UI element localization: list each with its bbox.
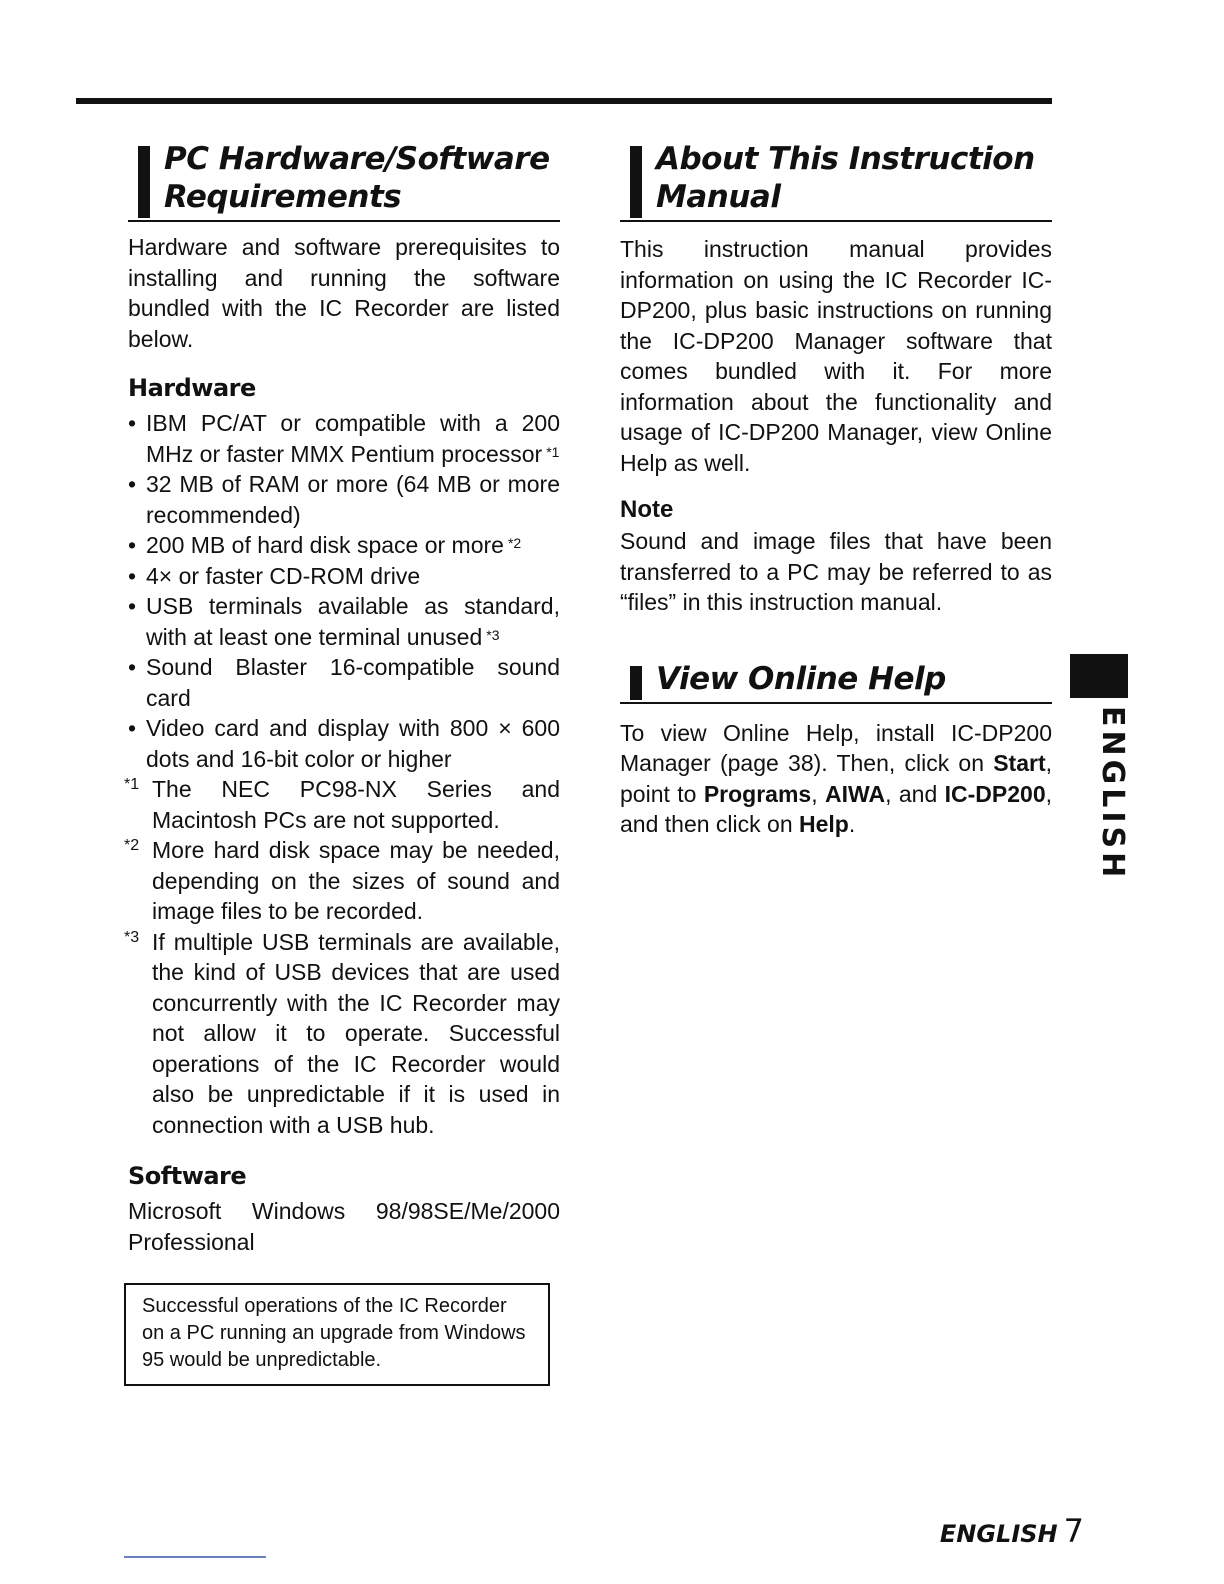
- side-tab-block: [1070, 654, 1128, 698]
- online-help-heading: [620, 660, 1052, 704]
- hardware-heading: Hardware: [128, 374, 256, 402]
- help-label: Help: [799, 811, 849, 837]
- right-column: [620, 140, 1052, 840]
- requirements-intro: Hardware and software prerequisites to installing and running the software bundled with the IC Recorder are listed below.: [128, 234, 560, 352]
- ic-dp200-label: IC-DP200: [944, 780, 1046, 807]
- note-heading: Note: [620, 496, 674, 523]
- footnote-3: *3 If multiple USB terminals are available, the kind of USB devices that are used concurrently with the IC Recorder may not allow it to operate. Successful operations of the IC Recorder would also be unpredictable if it is used in connection with a USB hub.: [124, 928, 560, 1138]
- side-tab-label: ENGLISH: [1095, 706, 1130, 882]
- software-text: Microsoft Windows 98/98SE/Me/2000 Professional: [128, 1198, 560, 1255]
- aiwa-label: AIWA: [825, 780, 886, 807]
- requirements-heading: [128, 140, 560, 222]
- about-manual-heading: [620, 140, 1052, 222]
- about-manual-heading-line1: About This Instruction: [656, 141, 1035, 177]
- hardware-item: • 200 MB of hard disk space or more $^{*2}$: [128, 532, 522, 558]
- requirements-heading-line2: Requirements: [164, 179, 402, 215]
- hardware-item: • USB terminals available as standard, with at least one terminal unused $^{*3}$: [128, 593, 560, 650]
- hardware-list: [128, 408, 560, 774]
- hardware-item: • 4× or faster CD-ROM drive: [128, 562, 421, 589]
- left-column: [124, 140, 560, 1386]
- online-help-heading-text: View Online Help: [656, 660, 946, 697]
- heading-bar: [630, 146, 642, 218]
- requirements-heading-line1: PC Hardware/Software: [164, 141, 550, 177]
- footnote-1: *1 The NEC PC98-NX Series and Macintosh PCs are not supported.: [124, 776, 560, 833]
- language-side-tab: [1070, 654, 1130, 882]
- upgrade-notice-box: [124, 1283, 550, 1386]
- about-manual-heading-line2: Manual: [656, 179, 781, 215]
- online-help-text: To view Online Help, install IC-DP200 Manager (page 38). Then, click on Start, point to Programs, AIWA, and IC-DP200, and then click on Help.: [620, 719, 1053, 837]
- footnote-2: *2 More hard disk space may be needed, depending on the sizes of sound and image files to be recorded.: [124, 837, 560, 924]
- software-heading: Software: [128, 1162, 247, 1190]
- start-label: Start: [993, 750, 1046, 776]
- footer-language: ENGLISH: [939, 1520, 1058, 1548]
- hardware-item: • IBM PC/AT or compatible with a 200 MHz or faster MMX Pentium processor $^{*1}$: [128, 410, 560, 467]
- hardware-item: • 32 MB of RAM or more (64 MB or more recommended): [128, 471, 560, 528]
- bottom-rule: [124, 1556, 266, 1558]
- heading-bar: [630, 666, 642, 700]
- hardware-item: • Sound Blaster 16-compatible sound card: [128, 654, 560, 711]
- note-text: Sound and image files that have been transferred to a PC may be referred to as “files” in this instruction manual.: [620, 528, 1052, 615]
- heading-bar: [138, 146, 150, 218]
- hardware-item: • Video card and display with 800 × 600 dots and 16-bit color or higher: [128, 715, 560, 772]
- programs-label: Programs: [703, 780, 812, 807]
- top-rule: [76, 98, 1052, 104]
- about-manual-text: This instruction manual provides information on using the IC Recorder IC-DP200, plus basic instructions on running the IC-DP200 Manager software that comes bundled with it. For more information about the functionality and usage of IC-DP200 Manager, view Online Help as well.: [620, 236, 1052, 476]
- page-number: 7: [1063, 1512, 1084, 1550]
- page-footer: [940, 1512, 1084, 1550]
- upgrade-notice-text: Successful operations of the IC Recorder on a PC running an upgrade from Windows 95 would be unpredictable.: [142, 1295, 526, 1371]
